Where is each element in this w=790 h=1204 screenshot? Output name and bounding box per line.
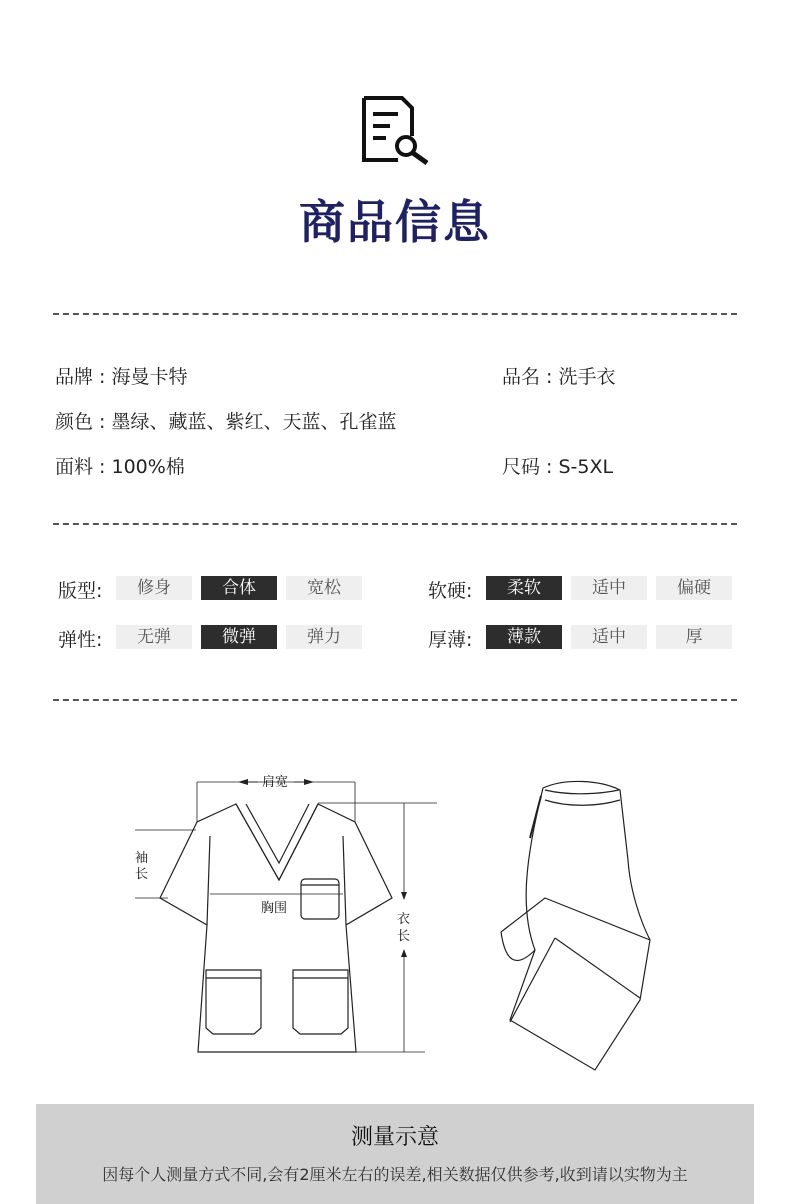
length-label-1: 衣 [397, 912, 411, 927]
divider [53, 523, 737, 525]
material-text: 面料 : 100%棉 [55, 456, 185, 478]
thickness-option-selected: 薄款 [486, 625, 562, 649]
thickness-label: 厚薄: [428, 629, 473, 651]
sleeve-label-1: 袖 [135, 851, 149, 866]
size-text: 尺码 : S-5XL [502, 456, 614, 478]
measurement-footer [36, 1104, 754, 1204]
fit-option-selected: 合体 [201, 576, 277, 600]
page-title: 商品信息 [299, 195, 491, 249]
thickness-option: 厚 [656, 625, 732, 649]
footer-note: 因每个人测量方式不同,会有2厘米左右的误差,相关数据仅供参考,收到请以实物为主 [102, 1165, 688, 1184]
fit-option: 宽松 [286, 576, 362, 600]
fit-option: 修身 [116, 576, 192, 600]
color-text: 颜色 : 墨绿、藏蓝、紫红、天蓝、孔雀蓝 [55, 411, 397, 433]
chest-label: 胸围 [261, 901, 288, 916]
divider [53, 313, 737, 315]
softness-option-selected: 柔软 [486, 576, 562, 600]
elasticity-option-selected: 微弹 [201, 625, 277, 649]
brand-text: 品牌 : 海曼卡特 [55, 366, 188, 388]
document-search-icon [360, 96, 430, 166]
sleeve-label-2: 长 [135, 867, 149, 882]
softness-option: 偏硬 [656, 576, 732, 600]
softness-option: 适中 [571, 576, 647, 600]
thickness-option: 适中 [571, 625, 647, 649]
divider [53, 699, 737, 701]
shoulder-label: 肩宽 [262, 775, 289, 790]
softness-label: 软硬: [428, 580, 473, 602]
elasticity-option: 无弹 [116, 625, 192, 649]
elasticity-label: 弹性: [58, 629, 103, 651]
length-label-2: 长 [397, 929, 411, 944]
footer-title: 测量示意 [350, 1125, 439, 1150]
fit-label: 版型: [58, 580, 103, 602]
product-name-text: 品名 : 洗手衣 [502, 366, 616, 388]
measurement-diagram [0, 760, 790, 1090]
elasticity-option: 弹力 [286, 625, 362, 649]
